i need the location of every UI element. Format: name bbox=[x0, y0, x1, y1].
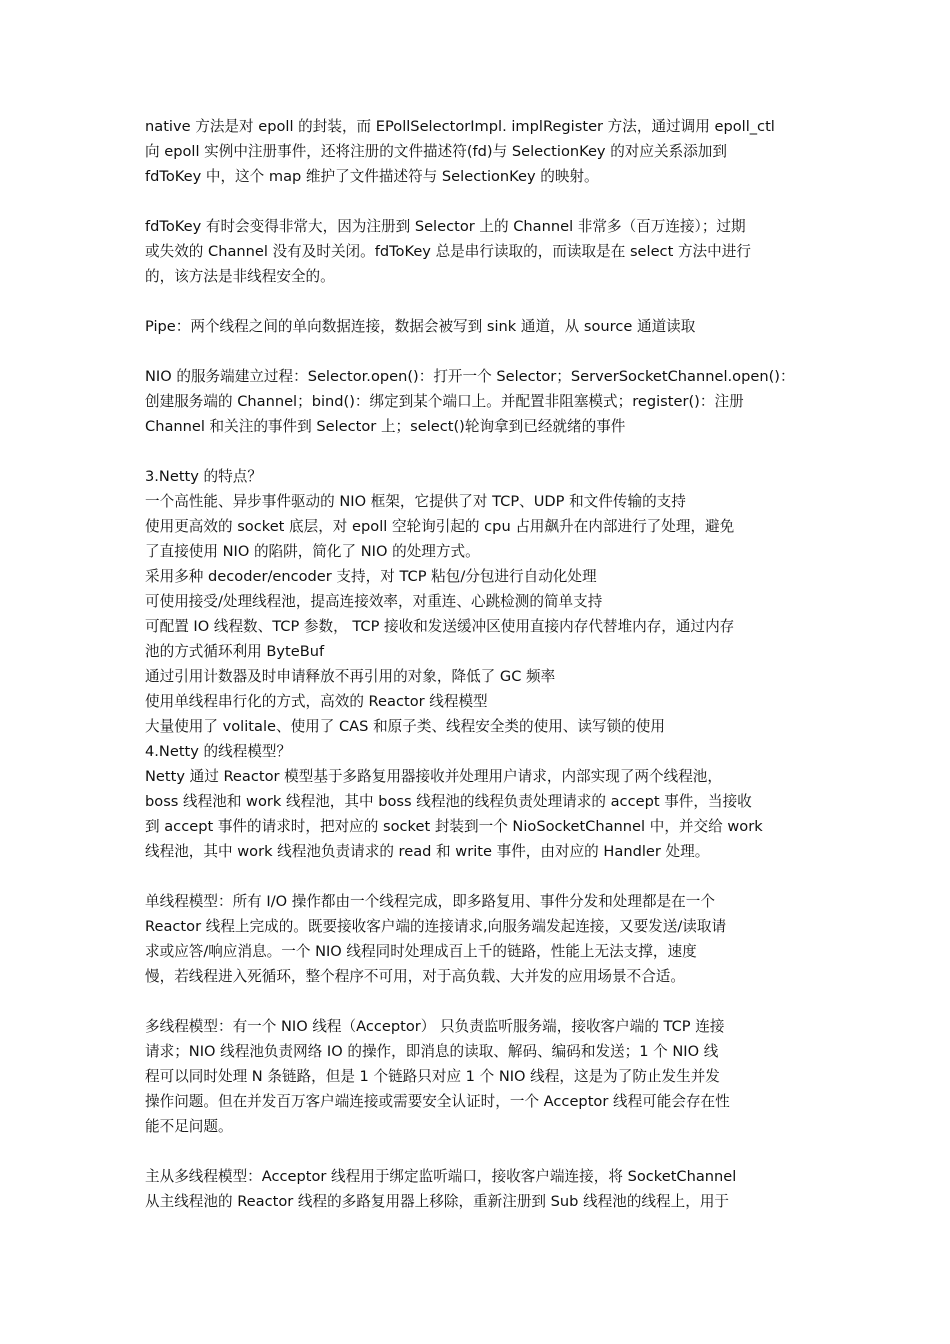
text-line: Pipe：两个线程之间的单向数据连接，数据会被写到 sink 通道，从 source 通道读取 bbox=[145, 318, 696, 335]
text-line: 慢，若线程进入死循环，整个程序不可用，对于高负载、大并发的应用场景不合适。 bbox=[145, 968, 685, 985]
paragraph-master-slave-model bbox=[145, 1164, 810, 1214]
text-line: 池的方式循环利用 ByteBuf bbox=[145, 643, 325, 660]
text-line: 求或应答/响应消息。一个 NIO 线程同时处理成百上千的链路，性能上无法支撑，速度 bbox=[145, 943, 697, 960]
section-heading: 4.Netty 的线程模型？ bbox=[145, 743, 292, 760]
text-line: boss 线程池和 work 线程池，其中 boss 线程池的线程负责处理请求的 accept 事件，当接收 bbox=[145, 793, 752, 810]
text-line: fdToKey 中，这个 map 维护了文件描述符与 SelectionKey 的映射。 bbox=[145, 168, 599, 185]
paragraph-single-thread-model bbox=[145, 889, 810, 989]
text-line: 了直接使用 NIO 的陷阱，简化了 NIO 的处理方式。 bbox=[145, 543, 480, 560]
paragraph-fdtokey bbox=[145, 214, 810, 289]
text-line: 通过引用计数器及时申请释放不再引用的对象，降低了 GC 频率 bbox=[145, 668, 556, 685]
text-line: 采用多种 decoder/encoder 支持，对 TCP 粘包/分包进行自动化处理 bbox=[145, 568, 597, 585]
text-line: Netty 通过 Reactor 模型基于多路复用器接收并处理用户请求，内部实现了两个线程池， bbox=[145, 768, 722, 785]
text-line: 大量使用了 volitale、使用了 CAS 和原子类、线程安全类的使用、读写锁的使用 bbox=[145, 718, 665, 735]
text-line: 可配置 IO 线程数、TCP 参数， TCP 接收和发送缓冲区使用直接内存代替堆内存，通过内存 bbox=[145, 618, 735, 635]
text-line: 或失效的 Channel 没有及时关闭。fdToKey 总是串行读取的，而读取是在 select 方法中进行 bbox=[145, 243, 751, 260]
paragraph-gap bbox=[145, 989, 810, 1014]
text-line: 到 accept 事件的请求时，把对应的 socket 封装到一个 NioSocketChannel 中，并交给 work bbox=[145, 818, 763, 835]
section-heading: 3.Netty 的特点？ bbox=[145, 468, 262, 485]
text-line: 多线程模型：有一个 NIO 线程（Acceptor） 只负责监听服务端，接收客户端的 TCP 连接 bbox=[145, 1018, 725, 1035]
paragraph-nio-server bbox=[145, 364, 810, 439]
text-line: 单线程模型：所有 I/O 操作都由一个线程完成，即多路复用、事件分发和处理都是在一个 bbox=[145, 893, 715, 910]
paragraph-multi-thread-model bbox=[145, 1014, 810, 1139]
paragraph-gap bbox=[145, 1139, 810, 1164]
text-line: 能不足问题。 bbox=[145, 1118, 233, 1135]
text-line: 程可以同时处理 N 条链路，但是 1 个链路只对应 1 个 NIO 线程，这是为了防止发生并发 bbox=[145, 1068, 720, 1085]
text-line: 从主线程池的 Reactor 线程的多路复用器上移除，重新注册到 Sub 线程池的线程上，用于 bbox=[145, 1193, 730, 1210]
text-line: fdToKey 有时会变得非常大，因为注册到 Selector 上的 Channel 非常多（百万连接）；过期 bbox=[145, 218, 746, 235]
text-line: native 方法是对 epoll 的封装，而 EPollSelectorImpl. implRegister 方法，通过调用 epoll_ctl bbox=[145, 118, 775, 135]
text-line: Channel 和关注的事件到 Selector 上；select()轮询拿到已经就绪的事件 bbox=[145, 418, 626, 435]
text-line: 创建服务端的 Channel；bind()：绑定到某个端口上。并配置非阻塞模式；register()：注册 bbox=[145, 393, 744, 410]
text-line: 一个高性能、异步事件驱动的 NIO 框架，它提供了对 TCP、UDP 和文件传输的支持 bbox=[145, 493, 686, 510]
text-line: 请求；NIO 线程池负责网络 IO 的操作，即消息的读取、解码、编码和发送；1 个 NIO 线 bbox=[145, 1043, 719, 1060]
paragraph-epoll-native bbox=[145, 114, 810, 189]
text-line: 操作问题。但在并发百万客户端连接或需要安全认证时，一个 Acceptor 线程可能会存在性 bbox=[145, 1093, 730, 1110]
text-line: 线程池，其中 work 线程池负责请求的 read 和 write 事件，由对应的 Handler 处理。 bbox=[145, 843, 710, 860]
paragraph-gap bbox=[145, 289, 810, 314]
text-line: 使用单线程串行化的方式，高效的 Reactor 线程模型 bbox=[145, 693, 488, 710]
paragraph-gap bbox=[145, 439, 810, 464]
text-line: 主从多线程模型：Acceptor 线程用于绑定监听端口，接收客户端连接，将 SocketChannel bbox=[145, 1168, 737, 1185]
paragraph-gap bbox=[145, 189, 810, 214]
document-page bbox=[145, 114, 810, 1214]
text-line: 可使用接受/处理线程池，提高连接效率，对重连、心跳检测的简单支持 bbox=[145, 593, 603, 610]
text-line: 的，该方法是非线程安全的。 bbox=[145, 268, 335, 285]
text-line: Reactor 线程上完成的。既要接收客户端的连接请求,向服务端发起连接，又要发送/读取请 bbox=[145, 918, 727, 935]
paragraph-netty-features bbox=[145, 464, 810, 864]
text-line: 向 epoll 实例中注册事件，还将注册的文件描述符(fd)与 SelectionKey 的对应关系添加到 bbox=[145, 143, 727, 160]
paragraph-gap bbox=[145, 339, 810, 364]
text-line: 使用更高效的 socket 底层，对 epoll 空轮询引起的 cpu 占用飙升在内部进行了处理，避免 bbox=[145, 518, 735, 535]
paragraph-pipe bbox=[145, 314, 810, 339]
text-line: NIO 的服务端建立过程：Selector.open()：打开一个 Selector；ServerSocketChannel.open()： bbox=[145, 368, 795, 385]
paragraph-gap bbox=[145, 864, 810, 889]
